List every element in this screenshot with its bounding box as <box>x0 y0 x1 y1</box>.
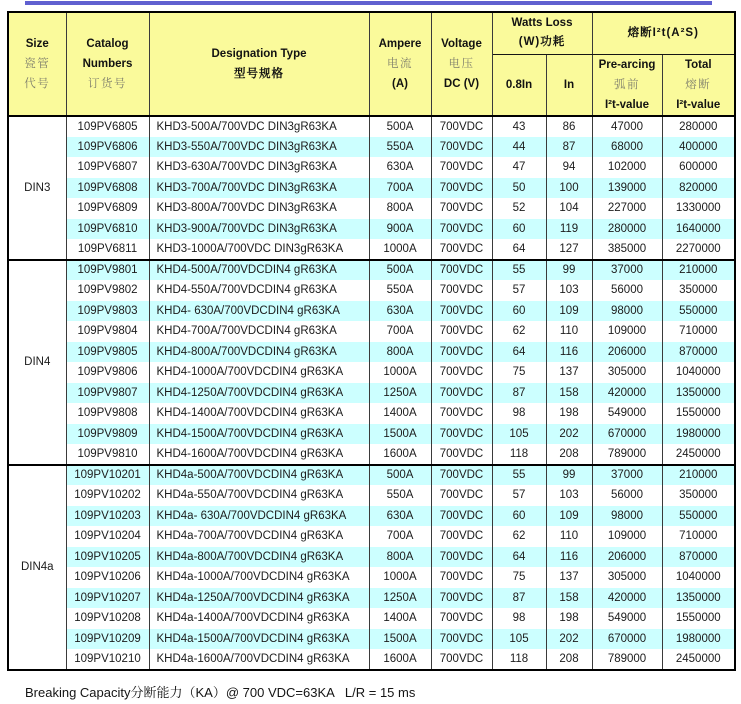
voltage-cell: 700VDC <box>431 444 492 465</box>
ampere-cell: 1400A <box>369 608 431 629</box>
table-row <box>8 547 735 568</box>
ampere-label-zh: 电流 <box>387 58 413 70</box>
voltage-cell: 700VDC <box>431 178 492 199</box>
watts-in-cell: 116 <box>546 547 592 568</box>
watts-in-cell: 116 <box>546 342 592 363</box>
designation-cell: KHD3-800A/700VDC DIN3gR63KA <box>149 198 369 219</box>
ampere-cell: 1400A <box>369 403 431 424</box>
voltage-cell: 700VDC <box>431 198 492 219</box>
total-i2t-cell: 400000 <box>662 137 735 158</box>
designation-cell: KHD4a-700A/700VDCDIN4 gR63KA <box>149 526 369 547</box>
prearcing-label-sub: I²t-value <box>604 98 650 111</box>
col-header-total <box>662 54 735 116</box>
watts-in-cell: 110 <box>546 526 592 547</box>
watts-in-cell: 198 <box>546 403 592 424</box>
designation-cell: KHD3-630A/700VDC DIN3gR63KA <box>149 157 369 178</box>
ampere-cell: 800A <box>369 547 431 568</box>
watts-in-cell: 158 <box>546 588 592 609</box>
catalog-cell: 109PV6811 <box>66 239 149 260</box>
total-i2t-cell: 1640000 <box>662 219 735 240</box>
voltage-cell: 700VDC <box>431 547 492 568</box>
prearcing-i2t-cell: 98000 <box>592 301 662 322</box>
designation-cell: KHD4-800A/700VDCDIN4 gR63KA <box>149 342 369 363</box>
table-row <box>8 362 735 383</box>
watts-in-cell: 104 <box>546 198 592 219</box>
watts-08in-cell: 64 <box>492 547 546 568</box>
fuse-spec-table <box>7 11 736 671</box>
watts-in-cell: 158 <box>546 383 592 404</box>
ampere-cell: 500A <box>369 260 431 281</box>
watts-in-cell: 109 <box>546 301 592 322</box>
prearcing-i2t-cell: 102000 <box>592 157 662 178</box>
ampere-cell: 1250A <box>369 588 431 609</box>
prearcing-i2t-cell: 98000 <box>592 506 662 527</box>
designation-label-zh: 型号规格 <box>234 68 284 80</box>
prearcing-i2t-cell: 549000 <box>592 608 662 629</box>
catalog-cell: 109PV10207 <box>66 588 149 609</box>
designation-cell: KHD4a-800A/700VDCDIN4 gR63KA <box>149 547 369 568</box>
table-row <box>8 629 735 650</box>
prearcing-i2t-cell: 385000 <box>592 239 662 260</box>
total-i2t-cell: 1550000 <box>662 608 735 629</box>
voltage-cell: 700VDC <box>431 629 492 650</box>
catalog-cell: 109PV6810 <box>66 219 149 240</box>
size-group-din4a <box>8 465 735 670</box>
catalog-cell: 109PV9804 <box>66 321 149 342</box>
prearcing-i2t-cell: 37000 <box>592 465 662 486</box>
table-header <box>8 12 735 116</box>
ampere-cell: 500A <box>369 465 431 486</box>
col-header-designation <box>149 12 369 116</box>
table-row <box>8 608 735 629</box>
table-row <box>8 526 735 547</box>
catalog-cell: 109PV9805 <box>66 342 149 363</box>
ampere-cell: 630A <box>369 506 431 527</box>
ampere-cell: 1000A <box>369 567 431 588</box>
ampere-label-unit: (A) <box>392 78 408 90</box>
watts-08in-cell: 52 <box>492 198 546 219</box>
ampere-cell: 1000A <box>369 362 431 383</box>
table-row <box>8 301 735 322</box>
designation-cell: KHD4a-550A/700VDCDIN4 gR63KA <box>149 485 369 506</box>
ampere-cell: 900A <box>369 219 431 240</box>
catalog-cell: 109PV9803 <box>66 301 149 322</box>
size-group-cell: DIN3 <box>8 116 66 260</box>
total-i2t-cell: 350000 <box>662 280 735 301</box>
designation-cell: KHD4-1400A/700VDCDIN4 gR63KA <box>149 403 369 424</box>
designation-cell: KHD3-550A/700VDC DIN3gR63KA <box>149 137 369 158</box>
total-i2t-cell: 1330000 <box>662 198 735 219</box>
catalog-cell: 109PV10201 <box>66 465 149 486</box>
prearcing-i2t-cell: 789000 <box>592 444 662 465</box>
col-header-i2t <box>592 12 735 54</box>
prearcing-i2t-cell: 670000 <box>592 629 662 650</box>
prearcing-i2t-cell: 789000 <box>592 649 662 670</box>
voltage-cell: 700VDC <box>431 219 492 240</box>
ampere-cell: 1600A <box>369 444 431 465</box>
voltage-cell: 700VDC <box>431 362 492 383</box>
catalog-label-en2: Numbers <box>82 58 133 70</box>
prearcing-i2t-cell: 37000 <box>592 260 662 281</box>
total-i2t-cell: 1980000 <box>662 629 735 650</box>
designation-cell: KHD4a- 630A/700VDCDIN4 gR63KA <box>149 506 369 527</box>
prearcing-i2t-cell: 68000 <box>592 137 662 158</box>
prearcing-i2t-cell: 47000 <box>592 116 662 137</box>
total-i2t-cell: 1980000 <box>662 424 735 445</box>
prearcing-i2t-cell: 420000 <box>592 383 662 404</box>
watts-in-cell: 127 <box>546 239 592 260</box>
col-header-size <box>8 12 66 116</box>
watts-in-cell: 208 <box>546 649 592 670</box>
watts-in-cell: 94 <box>546 157 592 178</box>
watts-in-cell: 137 <box>546 567 592 588</box>
watts-in-cell: 103 <box>546 280 592 301</box>
table-row <box>8 506 735 527</box>
ampere-label-en: Ampere <box>378 38 422 50</box>
voltage-cell: 700VDC <box>431 608 492 629</box>
ampere-cell: 800A <box>369 198 431 219</box>
watts-08in-cell: 75 <box>492 362 546 383</box>
catalog-cell: 109PV6805 <box>66 116 149 137</box>
ampere-cell: 1500A <box>369 424 431 445</box>
voltage-cell: 700VDC <box>431 260 492 281</box>
designation-cell: KHD3-900A/700VDC DIN3gR63KA <box>149 219 369 240</box>
total-i2t-cell: 1550000 <box>662 403 735 424</box>
catalog-cell: 109PV10204 <box>66 526 149 547</box>
catalog-cell: 109PV10208 <box>66 608 149 629</box>
watts-in-cell: 109 <box>546 506 592 527</box>
table-row <box>8 198 735 219</box>
watts-08in-cell: 118 <box>492 649 546 670</box>
col-header-voltage <box>431 12 492 116</box>
table-row <box>8 280 735 301</box>
table-row <box>8 137 735 158</box>
designation-cell: KHD4-550A/700VDCDIN4 gR63KA <box>149 280 369 301</box>
total-i2t-cell: 2270000 <box>662 239 735 260</box>
designation-cell: KHD4-700A/700VDCDIN4 gR63KA <box>149 321 369 342</box>
catalog-label-zh: 订货号 <box>88 78 127 90</box>
designation-cell: KHD4a-1000A/700VDCDIN4 gR63KA <box>149 567 369 588</box>
table-row <box>8 219 735 240</box>
watts-in-cell: 100 <box>546 178 592 199</box>
col-header-catalog <box>66 12 149 116</box>
catalog-cell: 109PV9809 <box>66 424 149 445</box>
watts-08in-cell: 62 <box>492 526 546 547</box>
watts-in-cell: 86 <box>546 116 592 137</box>
ampere-cell: 800A <box>369 342 431 363</box>
col-header-prearcing <box>592 54 662 116</box>
ampere-cell: 550A <box>369 485 431 506</box>
header-row-1 <box>8 12 735 54</box>
watts-in-cell: 208 <box>546 444 592 465</box>
catalog-cell: 109PV6807 <box>66 157 149 178</box>
table-row <box>8 567 735 588</box>
table-row <box>8 260 735 281</box>
prearcing-i2t-cell: 139000 <box>592 178 662 199</box>
voltage-cell: 700VDC <box>431 506 492 527</box>
prearcing-i2t-cell: 206000 <box>592 342 662 363</box>
watts-08in-cell: 60 <box>492 506 546 527</box>
watts-in-cell: 198 <box>546 608 592 629</box>
total-i2t-cell: 710000 <box>662 321 735 342</box>
ampere-cell: 500A <box>369 116 431 137</box>
prearcing-label-zh: 弧前 <box>614 78 641 91</box>
prearcing-i2t-cell: 206000 <box>592 547 662 568</box>
total-i2t-cell: 1040000 <box>662 567 735 588</box>
total-i2t-cell: 1350000 <box>662 383 735 404</box>
voltage-label-unit: DC (V) <box>443 78 480 90</box>
table-row <box>8 444 735 465</box>
total-i2t-cell: 870000 <box>662 547 735 568</box>
voltage-cell: 700VDC <box>431 485 492 506</box>
table-row <box>8 321 735 342</box>
size-label-en: Size <box>25 38 49 50</box>
watts-08in-cell: 62 <box>492 321 546 342</box>
catalog-cell: 109PV9806 <box>66 362 149 383</box>
ampere-cell: 700A <box>369 178 431 199</box>
watts-08in-cell: 75 <box>492 567 546 588</box>
total-i2t-cell: 2450000 <box>662 444 735 465</box>
total-i2t-cell: 870000 <box>662 342 735 363</box>
voltage-cell: 700VDC <box>431 465 492 486</box>
designation-cell: KHD3-500A/700VDC DIN3gR63KA <box>149 116 369 137</box>
designation-cell: KHD4a-1500A/700VDCDIN4 gR63KA <box>149 629 369 650</box>
watts-in-cell: 110 <box>546 321 592 342</box>
table-row <box>8 649 735 670</box>
table-row <box>8 424 735 445</box>
prearcing-i2t-cell: 109000 <box>592 526 662 547</box>
watts-08in-cell: 57 <box>492 485 546 506</box>
ampere-cell: 700A <box>369 321 431 342</box>
designation-cell: KHD4-500A/700VDCDIN4 gR63KA <box>149 260 369 281</box>
catalog-cell: 109PV9808 <box>66 403 149 424</box>
watts-08in-cell: 87 <box>492 588 546 609</box>
total-i2t-cell: 820000 <box>662 178 735 199</box>
i2t-title: 熔断I²t(A²S) <box>627 26 699 39</box>
designation-label-en: Designation Type <box>211 48 307 60</box>
voltage-cell: 700VDC <box>431 424 492 445</box>
designation-cell: KHD4a-1600A/700VDCDIN4 gR63KA <box>149 649 369 670</box>
voltage-cell: 700VDC <box>431 321 492 342</box>
total-i2t-cell: 280000 <box>662 116 735 137</box>
total-label-en: Total <box>684 58 712 71</box>
prearcing-i2t-cell: 670000 <box>592 424 662 445</box>
voltage-cell: 700VDC <box>431 567 492 588</box>
top-accent-rule <box>25 1 712 5</box>
watts-loss-label-zh: (W)功耗 <box>518 36 566 49</box>
voltage-cell: 700VDC <box>431 116 492 137</box>
catalog-cell: 109PV9801 <box>66 260 149 281</box>
total-i2t-cell: 350000 <box>662 485 735 506</box>
catalog-cell: 109PV6806 <box>66 137 149 158</box>
size-label-zh1: 瓷管 <box>24 58 51 70</box>
table-row <box>8 383 735 404</box>
table-row <box>8 485 735 506</box>
watts-08in-cell: 50 <box>492 178 546 199</box>
voltage-cell: 700VDC <box>431 137 492 158</box>
size-group-din3 <box>8 116 735 260</box>
designation-cell: KHD4a-500A/700VDCDIN4 gR63KA <box>149 465 369 486</box>
ampere-cell: 1600A <box>369 649 431 670</box>
catalog-cell: 109PV9802 <box>66 280 149 301</box>
voltage-cell: 700VDC <box>431 239 492 260</box>
watts-in-cell: 119 <box>546 219 592 240</box>
prearcing-i2t-cell: 420000 <box>592 588 662 609</box>
designation-cell: KHD4-1000A/700VDCDIN4 gR63KA <box>149 362 369 383</box>
col-header-watts-loss <box>492 12 592 54</box>
prearcing-i2t-cell: 56000 <box>592 485 662 506</box>
watts-in-cell: 99 <box>546 260 592 281</box>
table-row <box>8 239 735 260</box>
voltage-cell: 700VDC <box>431 157 492 178</box>
ampere-cell: 630A <box>369 301 431 322</box>
watts-08in-cell: 105 <box>492 424 546 445</box>
total-i2t-cell: 550000 <box>662 301 735 322</box>
catalog-cell: 109PV10203 <box>66 506 149 527</box>
col-header-in <box>546 54 592 116</box>
catalog-cell: 109PV10205 <box>66 547 149 568</box>
prearcing-i2t-cell: 305000 <box>592 567 662 588</box>
watts-08in-cell: 105 <box>492 629 546 650</box>
total-i2t-cell: 210000 <box>662 260 735 281</box>
watts-08in-cell: 98 <box>492 608 546 629</box>
catalog-cell: 109PV6808 <box>66 178 149 199</box>
col-header-ampere <box>369 12 431 116</box>
breaking-capacity-note: Breaking Capacity分断能力（KA）@ 700 VDC=63KA L/R = 15 ms <box>25 685 416 700</box>
watts-08in-cell: 57 <box>492 280 546 301</box>
designation-cell: KHD3-700A/700VDC DIN3gR63KA <box>149 178 369 199</box>
prearcing-i2t-cell: 549000 <box>592 403 662 424</box>
total-label-zh: 熔断 <box>685 78 712 91</box>
designation-cell: KHD3-1000A/700VDC DIN3gR63KA <box>149 239 369 260</box>
voltage-cell: 700VDC <box>431 526 492 547</box>
voltage-label-zh: 电压 <box>448 58 475 70</box>
table-row <box>8 342 735 363</box>
watts-08in-cell: 44 <box>492 137 546 158</box>
total-i2t-cell: 550000 <box>662 506 735 527</box>
voltage-cell: 700VDC <box>431 588 492 609</box>
voltage-cell: 700VDC <box>431 383 492 404</box>
table-row <box>8 403 735 424</box>
table-row <box>8 157 735 178</box>
watts-in-cell: 99 <box>546 465 592 486</box>
watts-08in-cell: 98 <box>492 403 546 424</box>
catalog-cell: 109PV10210 <box>66 649 149 670</box>
watts-in-cell: 202 <box>546 629 592 650</box>
catalog-label-en1: Catalog <box>86 38 129 50</box>
size-group-din4 <box>8 260 735 465</box>
watts-08in-cell: 60 <box>492 301 546 322</box>
prearcing-i2t-cell: 227000 <box>592 198 662 219</box>
table-row <box>8 465 735 486</box>
voltage-cell: 700VDC <box>431 403 492 424</box>
catalog-cell: 109PV9807 <box>66 383 149 404</box>
total-i2t-cell: 710000 <box>662 526 735 547</box>
ampere-cell: 1250A <box>369 383 431 404</box>
watts-in-cell: 103 <box>546 485 592 506</box>
size-label-zh2: 代号 <box>24 78 51 90</box>
watts-08in-cell: 64 <box>492 342 546 363</box>
total-i2t-cell: 210000 <box>662 465 735 486</box>
voltage-cell: 700VDC <box>431 280 492 301</box>
voltage-cell: 700VDC <box>431 342 492 363</box>
watts-08in-cell: 64 <box>492 239 546 260</box>
total-i2t-cell: 1350000 <box>662 588 735 609</box>
ampere-cell: 1500A <box>369 629 431 650</box>
prearcing-i2t-cell: 280000 <box>592 219 662 240</box>
watts-in-cell: 137 <box>546 362 592 383</box>
designation-cell: KHD4-1250A/700VDCDIN4 gR63KA <box>149 383 369 404</box>
total-i2t-cell: 600000 <box>662 157 735 178</box>
designation-cell: KHD4-1500A/700VDCDIN4 gR63KA <box>149 424 369 445</box>
watts-08in-cell: 43 <box>492 116 546 137</box>
watts-08in-cell: 60 <box>492 219 546 240</box>
total-label-sub: I²t-value <box>676 98 721 111</box>
ampere-cell: 700A <box>369 526 431 547</box>
prearcing-i2t-cell: 305000 <box>592 362 662 383</box>
voltage-cell: 700VDC <box>431 649 492 670</box>
designation-cell: KHD4- 630A/700VDCDIN4 gR63KA <box>149 301 369 322</box>
watts-08in-cell: 47 <box>492 157 546 178</box>
watts-in-label: In <box>563 78 575 91</box>
prearcing-label-en: Pre-arcing <box>598 58 656 71</box>
col-header-08in <box>492 54 546 116</box>
voltage-cell: 700VDC <box>431 301 492 322</box>
ampere-cell: 550A <box>369 280 431 301</box>
size-group-cell: DIN4 <box>8 260 66 465</box>
catalog-cell: 109PV10209 <box>66 629 149 650</box>
designation-cell: KHD4a-1400A/700VDCDIN4 gR63KA <box>149 608 369 629</box>
prearcing-i2t-cell: 56000 <box>592 280 662 301</box>
size-group-cell: DIN4a <box>8 465 66 670</box>
prearcing-i2t-cell: 109000 <box>592 321 662 342</box>
watts-08in-label: 0.8In <box>505 78 533 91</box>
designation-cell: KHD4a-1250A/700VDCDIN4 gR63KA <box>149 588 369 609</box>
watts-08in-cell: 87 <box>492 383 546 404</box>
catalog-cell: 109PV6809 <box>66 198 149 219</box>
ampere-cell: 550A <box>369 137 431 158</box>
table-row <box>8 178 735 199</box>
watts-08in-cell: 55 <box>492 465 546 486</box>
total-i2t-cell: 1040000 <box>662 362 735 383</box>
catalog-cell: 109PV9810 <box>66 444 149 465</box>
watts-loss-label-en: Watts Loss <box>511 17 573 30</box>
watts-08in-cell: 118 <box>492 444 546 465</box>
catalog-cell: 109PV10202 <box>66 485 149 506</box>
watts-08in-cell: 55 <box>492 260 546 281</box>
watts-in-cell: 87 <box>546 137 592 158</box>
table-row <box>8 116 735 137</box>
voltage-label-en: Voltage <box>441 38 482 50</box>
watts-in-cell: 202 <box>546 424 592 445</box>
table-row <box>8 588 735 609</box>
catalog-cell: 109PV10206 <box>66 567 149 588</box>
total-i2t-cell: 2450000 <box>662 649 735 670</box>
ampere-cell: 630A <box>369 157 431 178</box>
designation-cell: KHD4-1600A/700VDCDIN4 gR63KA <box>149 444 369 465</box>
ampere-cell: 1000A <box>369 239 431 260</box>
